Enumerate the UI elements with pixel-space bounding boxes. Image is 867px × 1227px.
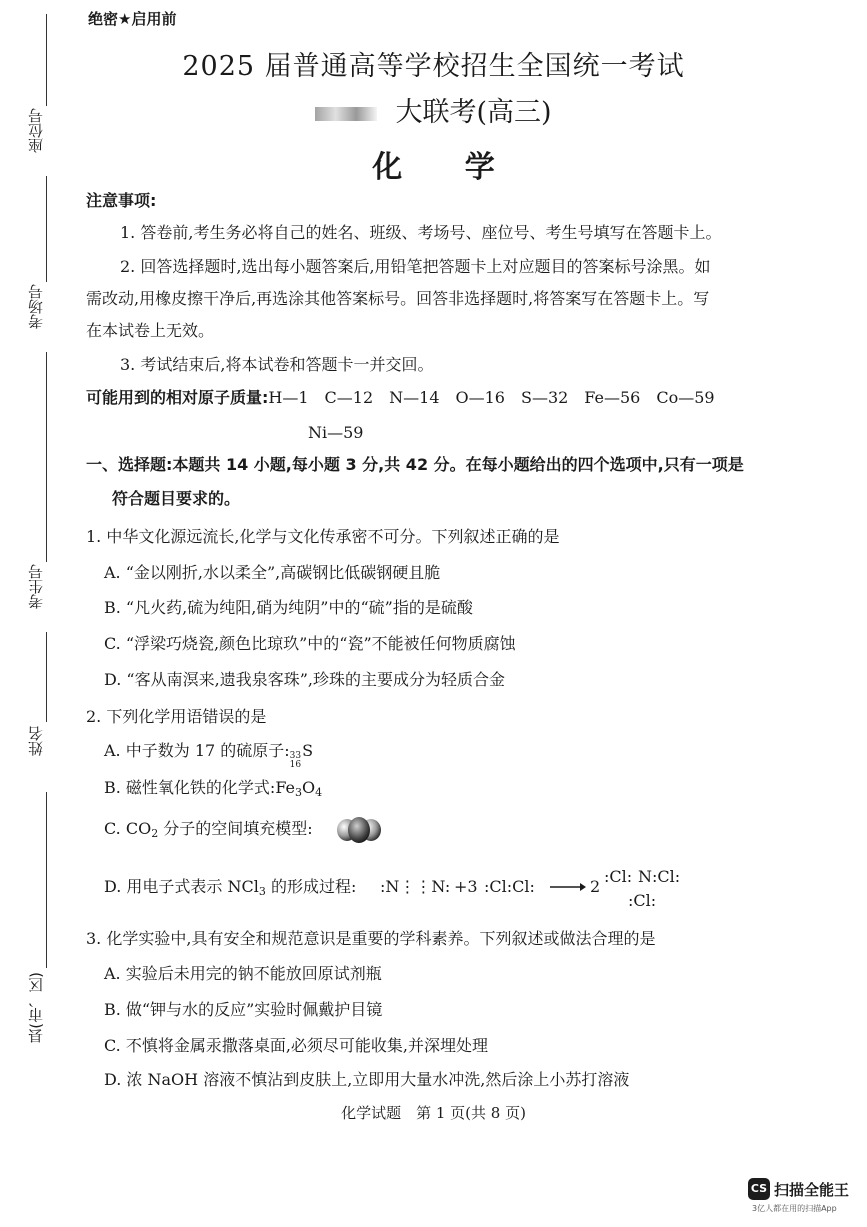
- mass-number: 33: [289, 751, 302, 761]
- q3-stem: 3. 化学实验中,具有安全和规范意识是重要的学科素养。下列叙述或做法合理的是: [86, 929, 656, 948]
- note-2-a: 2. 回答选择题时,选出每小题答案后,用铅笔把答题卡上对应题目的答案标号涂黑。如: [120, 257, 711, 276]
- binding-line-5: [46, 792, 47, 968]
- subscript: 3: [258, 885, 266, 898]
- atomic-mass-line-2: Ni—59: [308, 423, 364, 442]
- atomic-mass-values: H—1 C—12 N—14 O—16 S—32 Fe—56 Co—59: [268, 388, 715, 407]
- subscript: 4: [315, 786, 323, 799]
- note-3: 3. 考试结束后,将本试卷和答题卡一并交回。: [120, 355, 434, 374]
- product-coefficient: 2: [590, 877, 601, 896]
- q3-option-c: C. 不慎将金属汞撒落桌面,必须尽可能收集,并深埋处理: [104, 1036, 489, 1055]
- q1-option-d: D. “客从南溟来,遗我泉客珠”,珍珠的主要成分为轻质合金: [104, 670, 505, 689]
- ncl3-cl-bottom: :Cl:: [628, 891, 657, 910]
- note-2-c: 在本试卷上无效。: [86, 321, 215, 340]
- atomic-mass-label: 可能用到的相对原子质量:: [86, 388, 269, 407]
- camscanner-tagline: 3亿人都在用的扫描App: [752, 1204, 837, 1213]
- q2-b-text: B. 磁性氧化铁的化学式:Fe: [104, 778, 296, 797]
- q3-option-a: A. 实验后未用完的钠不能放回原试剂瓶: [104, 964, 382, 983]
- subscript: 3: [295, 786, 303, 799]
- arrow-icon: [550, 880, 586, 894]
- q2-option-d: [104, 876, 356, 903]
- q2-stem: 2. 下列化学用语错误的是: [86, 707, 267, 726]
- binding-line-4: [46, 632, 47, 722]
- plus-coefficient: +3: [454, 877, 478, 896]
- q3-option-d: D. 浓 NaOH 溶液不慎沾到皮肤上,立即用大量水冲洗,然后涂上小苏打溶液: [104, 1070, 630, 1089]
- exam-title: 2025 届普通高等学校招生全国统一考试: [182, 51, 685, 82]
- q1-stem: 1. 中华文化源远流长,化学与文化传承密不可分。下列叙述正确的是: [86, 527, 560, 546]
- q1-option-b: B. “凡火药,硫为纯阳,硝为纯阴”中的“硫”指的是硫酸: [104, 598, 473, 617]
- ncl3-n: N: [638, 867, 652, 886]
- q2-option-a: [104, 740, 313, 770]
- q2-option-c: [104, 818, 313, 845]
- atomic-mass-line: [86, 387, 715, 409]
- atomic-number: 16: [289, 760, 302, 770]
- seat-number-label: 座位号: [27, 108, 45, 153]
- exam-subtitle: [0, 90, 867, 129]
- section-1-heading: 一、选择题:本题共 14 小题,每小题 3 分,共 42 分。在每小题给出的四个选项中,只有一项是: [86, 455, 744, 474]
- redacted-mark: [315, 107, 377, 121]
- student-id-label: 考生号: [27, 564, 45, 609]
- notes-heading: 注意事项:: [86, 191, 157, 210]
- q2-c-rest: 分子的空间填充模型:: [158, 819, 313, 838]
- binding-line-2: [46, 176, 47, 282]
- county-label: 县(市、区): [27, 972, 45, 1044]
- element-symbol: S: [302, 741, 314, 760]
- q1-option-c: C. “浮梁巧烧瓷,颜色比琼玖”中的“瓷”不能被任何物质腐蚀: [104, 634, 516, 653]
- ncl3-cl-right: :Cl:: [652, 867, 681, 886]
- co2-space-filling-model-icon: [336, 814, 382, 846]
- camscanner-logo-icon: CS: [748, 1178, 770, 1200]
- q2-option-b: [104, 777, 322, 804]
- subscript: 2: [151, 827, 159, 840]
- page-footer: 化学试题 第 1 页(共 8 页): [341, 1104, 526, 1122]
- name-label: 姓名: [27, 726, 45, 756]
- ncl3-cl-left: :Cl:: [604, 867, 633, 886]
- q2-c-text: C. CO: [104, 819, 152, 838]
- q1-option-a: A. “金以刚折,水以柔全”,高碳钢比低碳钢硬且脆: [104, 563, 441, 582]
- binding-line-3: [46, 352, 47, 562]
- secret-mark: 绝密★启用前: [88, 10, 177, 28]
- q2-d-text: D. 用电子式表示 NCl: [104, 877, 259, 896]
- exam-room-label: 考场号: [27, 284, 45, 329]
- note-1: 1. 答卷前,考生务必将自己的姓名、班级、考场号、座位号、考生号填写在答题卡上。: [120, 223, 722, 242]
- camscanner-name: 扫描全能王: [774, 1181, 850, 1199]
- n2-electron-dot: :N⋮⋮N:: [380, 877, 451, 896]
- nuclide-notation: [290, 752, 301, 770]
- oxygen-symbol: O: [302, 778, 316, 797]
- section-1-heading-2: 符合题目要求的。: [112, 489, 241, 508]
- cl2-electron-dot: :Cl:Cl:: [484, 877, 535, 896]
- note-2-b: 需改动,用橡皮擦干净后,再选涂其他答案标号。回答非选择题时,将答案写在答题卡上。写: [86, 289, 710, 308]
- q2-a-text: A. 中子数为 17 的硫原子:: [104, 741, 290, 760]
- q3-option-b: B. 做“钾与水的反应”实验时佩戴护目镜: [104, 1000, 383, 1019]
- subject-title: 化 学: [372, 150, 521, 185]
- subtitle-text: 大联考(高三): [395, 97, 552, 128]
- q2-d-rest: 的形成过程:: [265, 877, 357, 896]
